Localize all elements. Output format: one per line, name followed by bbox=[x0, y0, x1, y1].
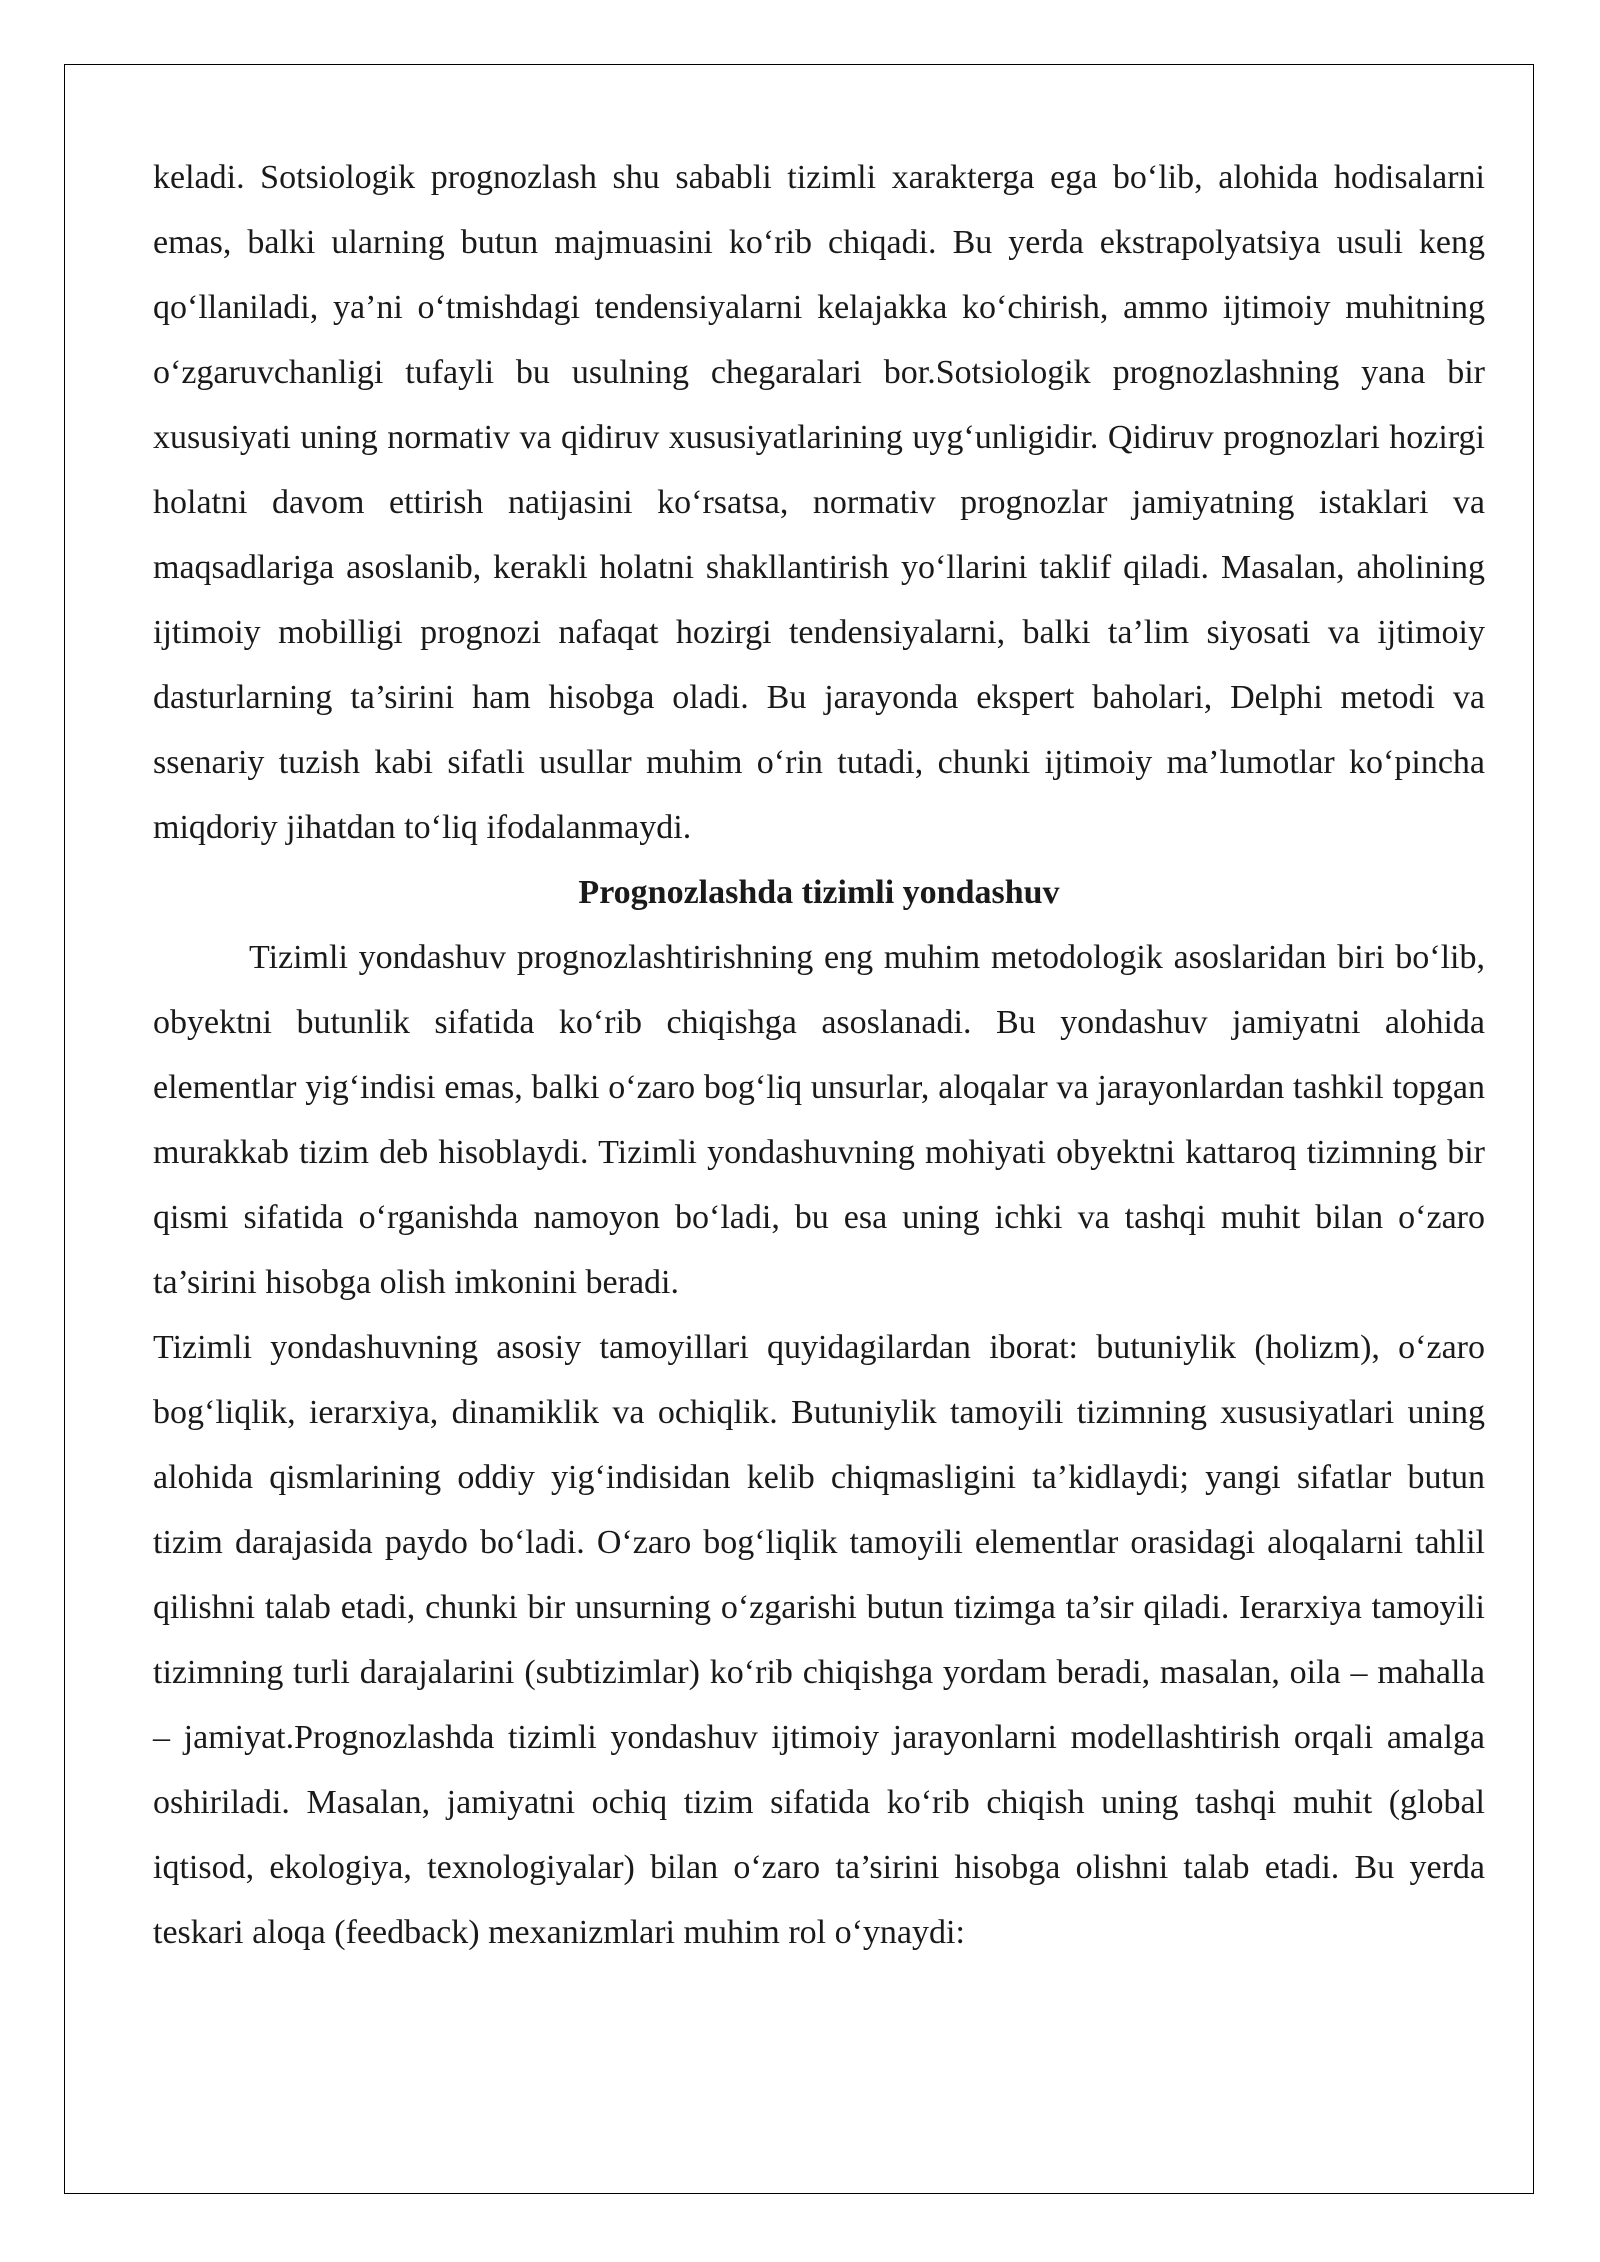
document-body bbox=[153, 145, 1485, 1965]
paragraph-systems-approach: Tizimli yondashuv prognozlashtirishning eng muhim metodologik asoslaridan biri bo‘lib, obyektni butunlik sifatida ko‘rib chiqishga asoslanadi. Bu yondashuv jamiyatni alohida elementlar yig‘indisi emas, balki o‘zaro bog‘liq unsurlar, aloqalar va jarayonlardan tashkil topgan murakkab tizim deb hisoblaydi. Tizimli yondashuvning mohiyati obyektni kattaroq tizimning bir qismi sifatida o‘rganishda namoyon bo‘ladi, bu esa uning ichki va tashqi muhit bilan o‘zaro ta’sirini hisobga olish imkonini beradi. bbox=[153, 939, 1485, 1301]
section-heading: Prognozlashda tizimli yondashuv bbox=[578, 874, 1060, 911]
paragraph-continuation: keladi. Sotsiologik prognozlash shu sababli tizimli xarakterga ega bo‘lib, alohida hodisalarni emas, balki ularning butun majmuasini ko‘rib chiqadi. Bu yerda ekstrapolyatsiya usuli keng qo‘llaniladi, ya’ni o‘tmishdagi tendensiyalarni kelajakka ko‘chirish, ammo ijtimoiy muhitning o‘zgaruvchanligi tufayli bu usulning chegaralari bor.Sotsiologik prognozlashning yana bir xususiyati uning normativ va qidiruv xususiyatlarining uyg‘unligidir. Qidiruv prognozlari hozirgi holatni davom ettirish natijasini ko‘rsatsa, normativ prognozlar jamiyatning istaklari va maqsadlariga asoslanib, kerakli holatni shakllantirish yo‘llarini taklif qiladi. Masalan, aholining ijtimoiy mobilligi prognozi nafaqat hozirgi tendensiyalarni, balki ta’lim siyosati va ijtimoiy dasturlarning ta’sirini ham hisobga oladi. Bu jarayonda ekspert baholari, Delphi metodi va ssenariy tuzish kabi sifatli usullar muhim o‘rin tutadi, chunki ijtimoiy ma’lumotlar ko‘pincha miqdoriy jihatdan to‘liq ifodalanmaydi. bbox=[153, 159, 1485, 846]
paragraph-principles: Tizimli yondashuvning asosiy tamoyillari quyidagilardan iborat: butuniylik (holizm), o‘zaro bog‘liqlik, ierarxiya, dinamiklik va ochiqlik. Butuniylik tamoyili tizimning xususiyatlari uning alohida qismlarining oddiy yig‘indisidan kelib chiqmasligini ta’kidlaydi; yangi sifatlar butun tizim darajasida paydo bo‘ladi. O‘zaro bog‘liqlik tamoyili elementlar orasidagi aloqalarni tahlil qilishni talab etadi, chunki bir unsurning o‘zgarishi butun tizimga ta’sir qiladi. Ierarxiya tamoyili tizimning turli darajalarini (subtizimlar) ko‘rib chiqishga yordam beradi, masalan, oila – mahalla – jamiyat.Prognozlashda tizimli yondashuv ijtimoiy jarayonlarni modellashtirish orqali amalga oshiriladi. Masalan, jamiyatni ochiq tizim sifatida ko‘rib chiqish uning tashqi muhit (global iqtisod, ekologiya, texnologiyalar) bilan o‘zaro ta’sirini hisobga olishni talab etadi. Bu yerda teskari aloqa (feedback) mexanizmlari muhim rol o‘ynaydi: bbox=[153, 1329, 1485, 1951]
